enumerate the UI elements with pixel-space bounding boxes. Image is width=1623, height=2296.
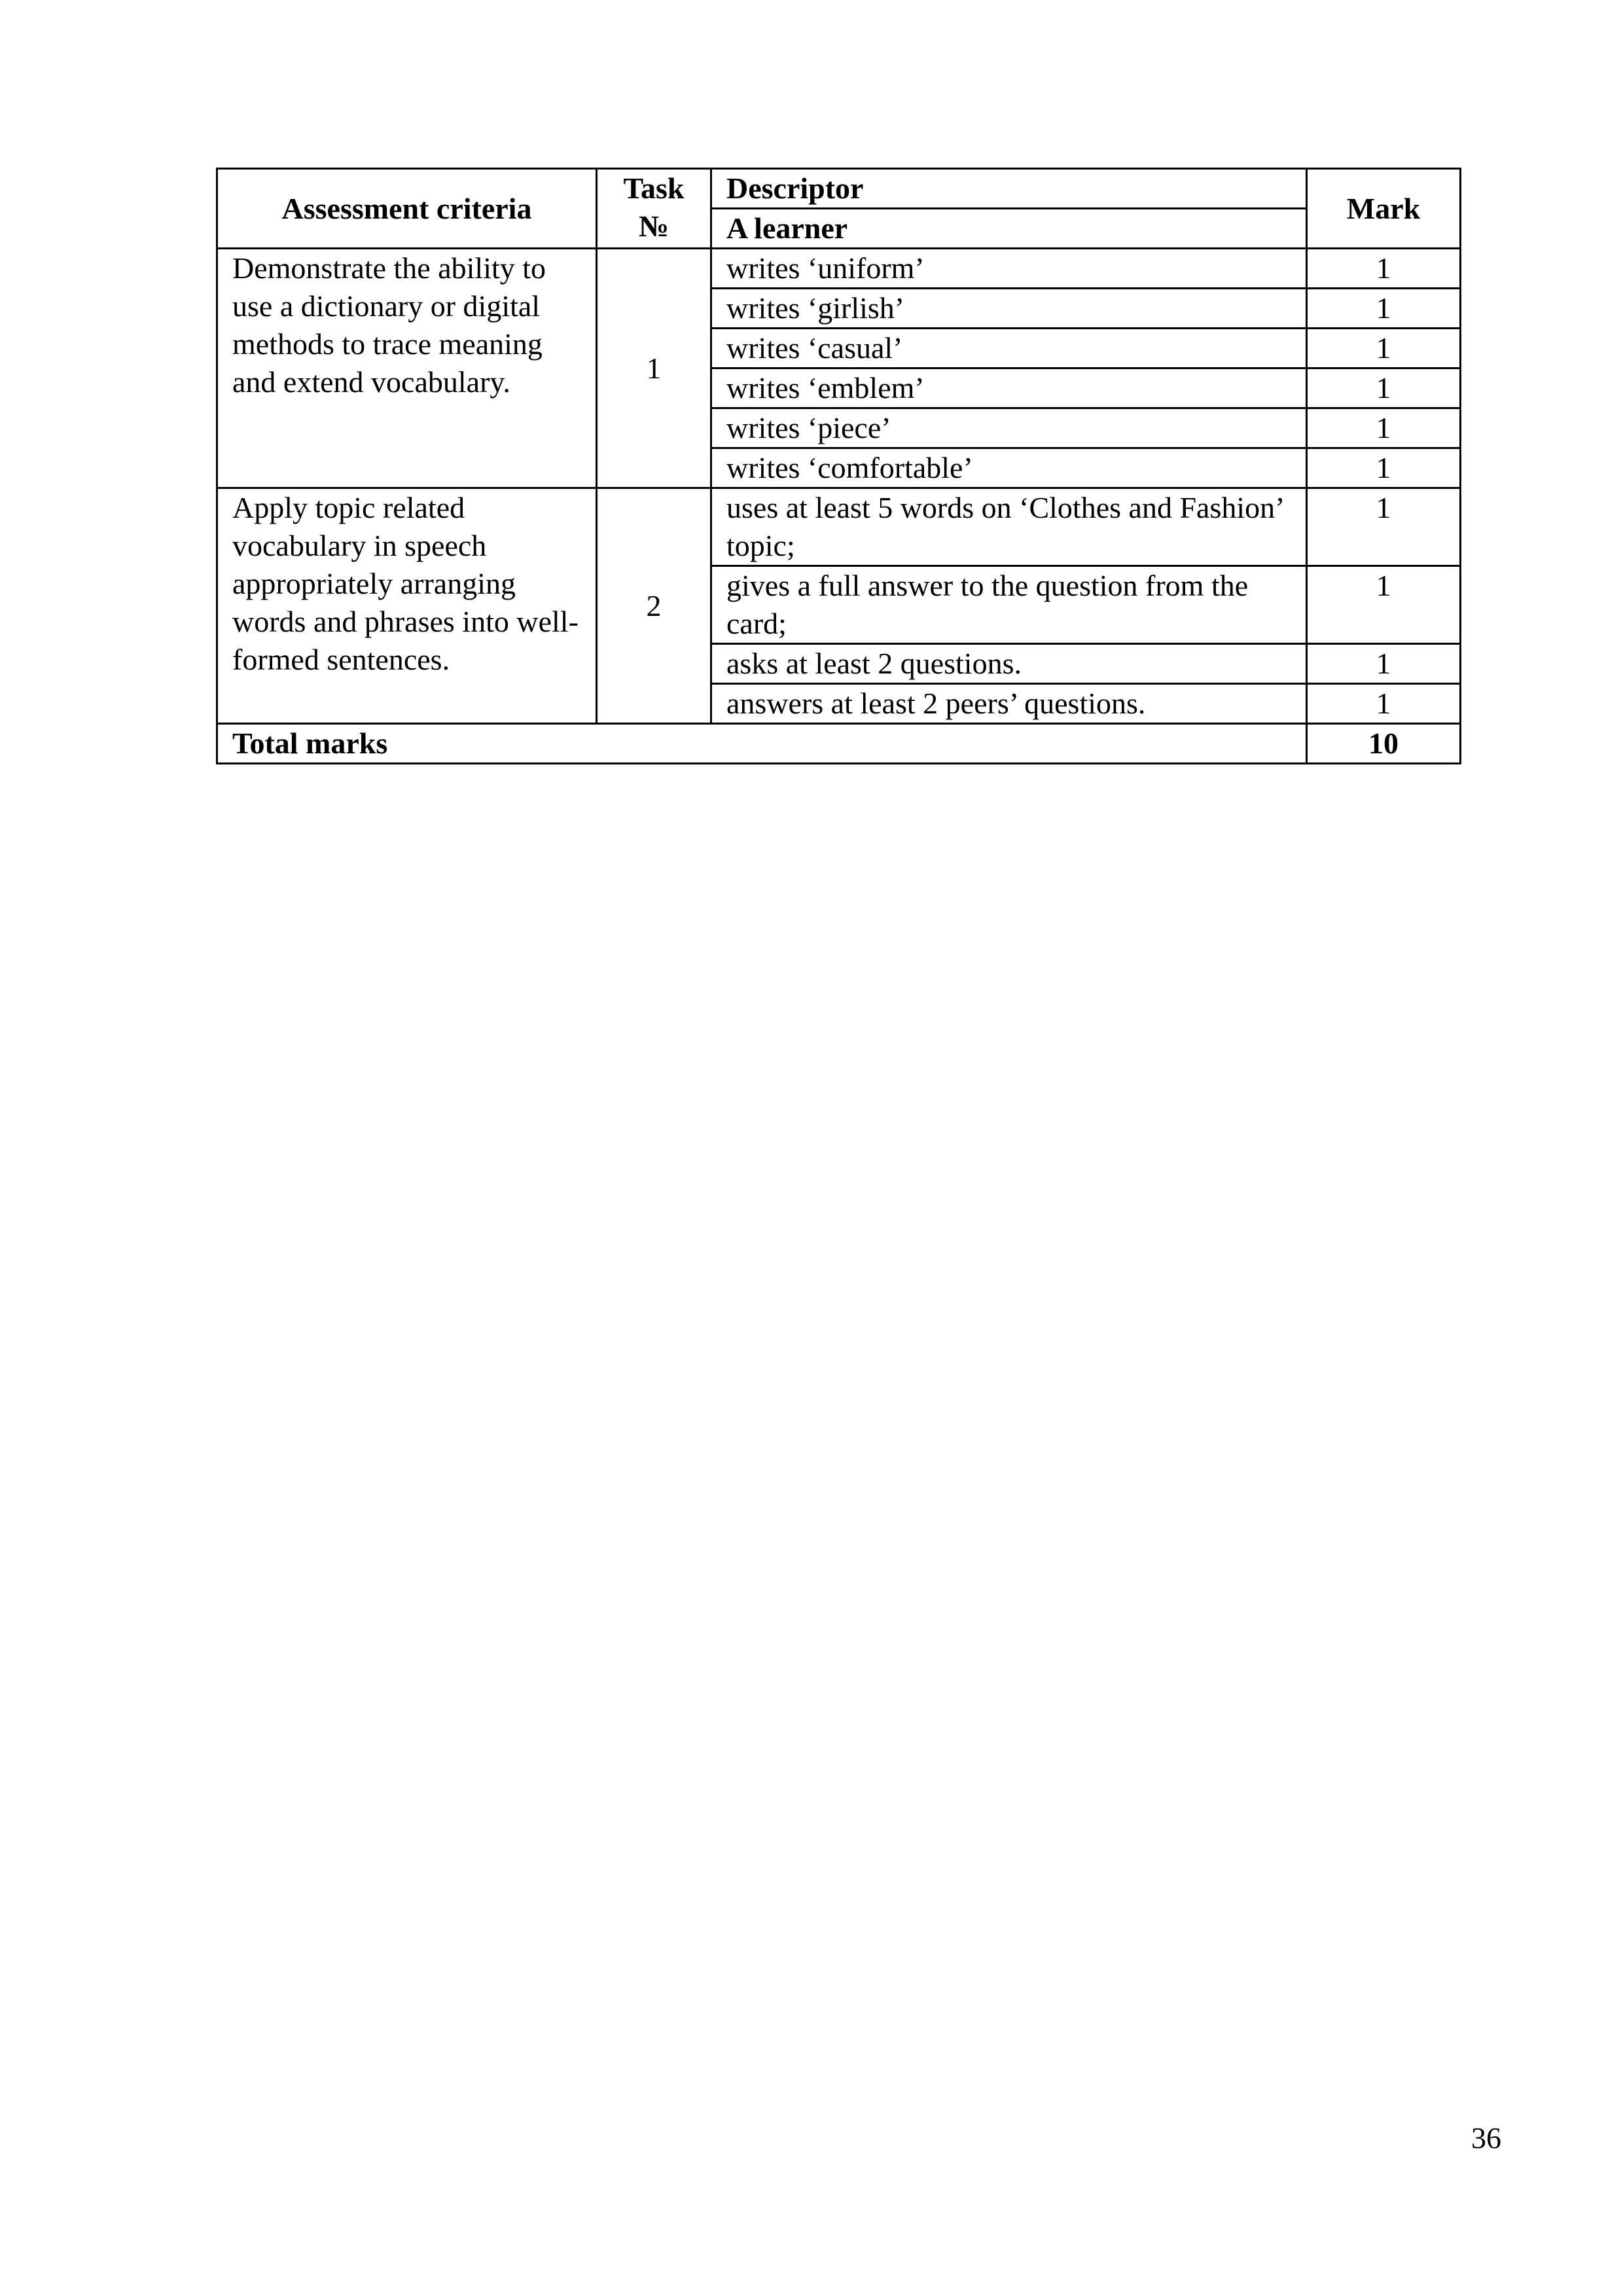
criteria-cell-2: Apply topic related vocabulary in speech appropriately arranging words and phrases into well-formed sentences. [217,488,597,724]
total-marks-value: 10 [1307,724,1461,764]
task-number-cell-2: 2 [597,488,711,724]
header-mark: Mark [1307,169,1461,249]
table-row [217,488,1461,566]
descriptor-cell: gives a full answer to the question from the card; [711,566,1307,644]
mark-cell: 1 [1307,488,1461,566]
mark-cell: 1 [1307,329,1461,368]
page-number: 36 [1471,2121,1501,2155]
descriptor-cell: writes ‘girlish’ [711,289,1307,329]
table-header-row [217,169,1461,209]
header-assessment-criteria: Assessment criteria [217,169,597,249]
descriptor-cell: writes ‘casual’ [711,329,1307,368]
assessment-table [216,168,1461,764]
total-marks-label: Total marks [217,724,1307,764]
task-number-cell-1: 1 [597,249,711,488]
total-row [217,724,1461,764]
header-task-label: Task [623,171,685,205]
header-descriptor: Descriptor [711,169,1307,209]
table-row [217,249,1461,289]
mark-cell: 1 [1307,566,1461,644]
descriptor-cell: writes ‘uniform’ [711,249,1307,289]
descriptor-cell: writes ‘emblem’ [711,368,1307,408]
header-a-learner: A learner [711,209,1307,249]
descriptor-cell: writes ‘comfortable’ [711,448,1307,488]
mark-cell: 1 [1307,644,1461,684]
descriptor-cell: answers at least 2 peers’ questions. [711,684,1307,724]
mark-cell: 1 [1307,684,1461,724]
descriptor-cell: uses at least 5 words on ‘Clothes and Fashion’ topic; [711,488,1307,566]
mark-cell: 1 [1307,249,1461,289]
mark-cell: 1 [1307,448,1461,488]
criteria-cell-1: Demonstrate the ability to use a dictionary or digital methods to trace meaning and extend vocabulary. [217,249,597,488]
mark-cell: 1 [1307,408,1461,448]
mark-cell: 1 [1307,289,1461,329]
descriptor-cell: writes ‘piece’ [711,408,1307,448]
header-task-number-sign: № [638,209,669,243]
mark-cell: 1 [1307,368,1461,408]
header-task [597,169,711,249]
descriptor-cell: asks at least 2 questions. [711,644,1307,684]
